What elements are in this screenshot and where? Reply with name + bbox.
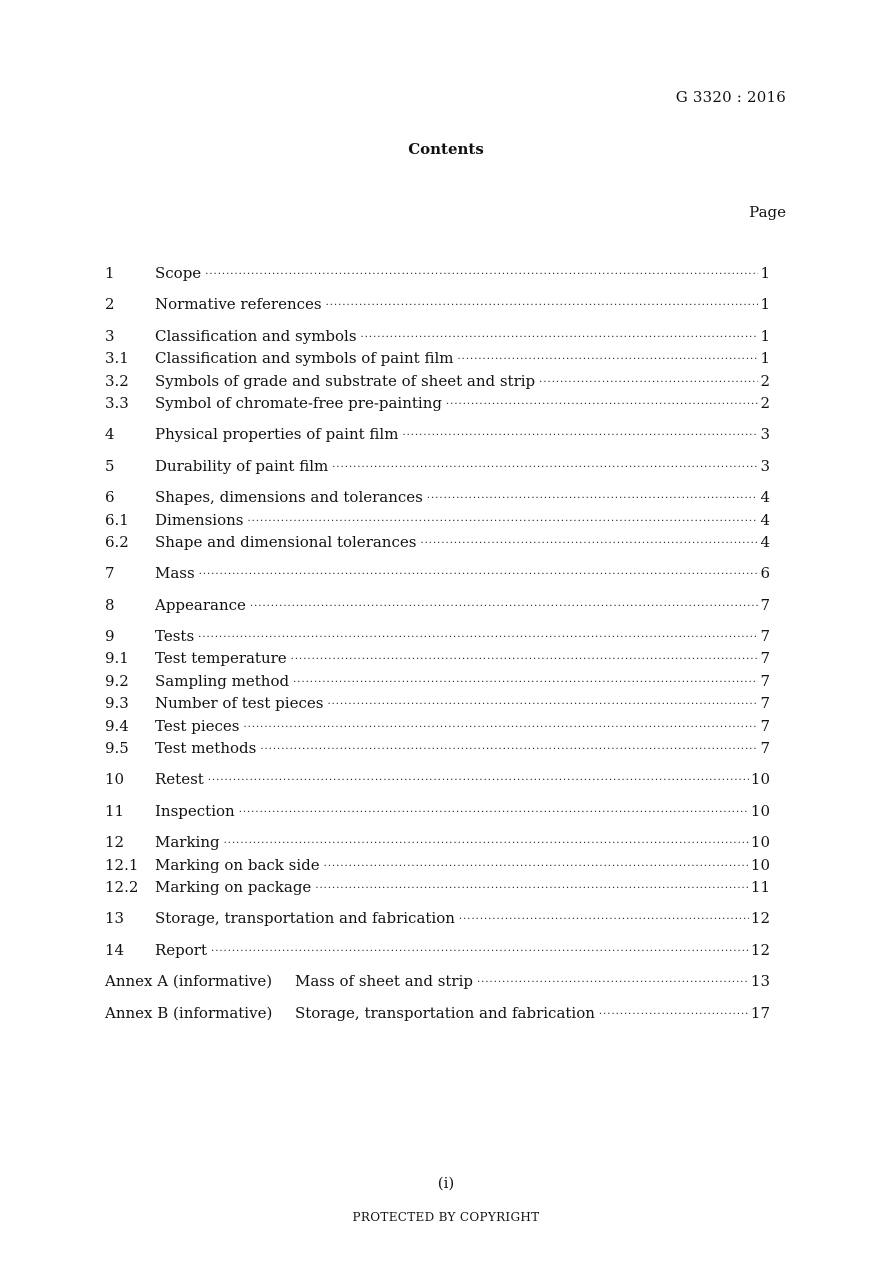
section-number: 3: [105, 326, 115, 345]
entry-title: Symbols of grade and substrate of sheet and strip: [155, 371, 536, 390]
toc-entry[interactable]: [105, 564, 770, 586]
toc-group: [105, 488, 770, 555]
table-of-contents: [105, 264, 770, 1035]
section-number: 5: [105, 456, 115, 475]
entry-title: Shapes, dimensions and tolerances: [155, 488, 423, 507]
section-number: 2: [105, 295, 115, 314]
dot-leader: [260, 744, 758, 755]
section-number: 12.2: [105, 877, 139, 896]
section-number: 9.5: [105, 739, 129, 758]
section-number: 9.2: [105, 671, 129, 690]
page-number: 10: [750, 833, 770, 852]
dot-leader: [420, 538, 758, 549]
dot-leader: [459, 914, 749, 925]
entry-title: Sampling method: [155, 671, 290, 690]
toc-group: [105, 327, 770, 417]
toc-entry[interactable]: [105, 941, 770, 963]
toc-entry[interactable]: [105, 878, 770, 900]
dot-leader: [239, 807, 749, 818]
dot-leader: [199, 569, 759, 580]
contents-title: Contents: [408, 140, 484, 158]
page-number: 4: [760, 488, 770, 507]
page-number: 1: [760, 349, 770, 368]
entry-title: Marking: [155, 833, 220, 852]
page-number: 2: [760, 371, 770, 390]
page-number: 2: [760, 393, 770, 412]
dot-leader: [332, 462, 758, 473]
page-number: 7: [760, 716, 770, 735]
toc-entry[interactable]: [105, 394, 770, 416]
toc-group: [105, 909, 770, 931]
toc-entry[interactable]: [105, 856, 770, 878]
section-number: 1: [105, 264, 115, 282]
toc-entry[interactable]: [105, 457, 770, 479]
entry-title: Mass: [155, 564, 195, 583]
page-number: 1: [760, 326, 770, 345]
page-number: 13: [750, 972, 770, 991]
page-number: 4: [760, 532, 770, 551]
entry-title: Symbol of chromate-free pre-painting: [155, 393, 442, 412]
toc-entry[interactable]: [105, 672, 770, 694]
toc-group: [105, 770, 770, 792]
section-number: 14: [105, 940, 125, 959]
entry-title: Marking on package: [155, 877, 312, 896]
section-number: 4: [105, 425, 115, 444]
copyright-notice: PROTECTED BY COPYRIGHT: [352, 1210, 540, 1224]
page-number: 10: [750, 770, 770, 789]
entry-title: Appearance: [155, 595, 246, 614]
entry-title: Physical properties of paint film: [155, 425, 399, 444]
page-number: 7: [760, 694, 770, 713]
page-number: 7: [760, 595, 770, 614]
dot-leader: [327, 699, 758, 710]
toc-group: [105, 457, 770, 479]
section-number: 9.4: [105, 716, 129, 735]
entry-title: Normative references: [155, 295, 322, 314]
toc-entry[interactable]: [105, 264, 770, 286]
dot-leader: [457, 354, 758, 365]
page-column-label: Page: [749, 203, 786, 221]
toc-group: [105, 802, 770, 824]
dot-leader: [324, 861, 749, 872]
page-number: 17: [750, 1003, 770, 1022]
page-number: 12: [750, 940, 770, 959]
toc-entry[interactable]: [105, 770, 770, 792]
entry-title: Marking on back side: [155, 855, 320, 874]
entry-title: Dimensions: [155, 510, 244, 529]
section-number: 9.1: [105, 649, 129, 668]
section-number: 9.3: [105, 694, 129, 713]
section-number: 6.1: [105, 510, 129, 529]
page-number: 3: [760, 425, 770, 444]
section-number: 12.1: [105, 855, 139, 874]
dot-leader: [208, 775, 749, 786]
page-number: 12: [750, 909, 770, 928]
annex-label: Annex A (informative): [105, 972, 273, 991]
entry-title: Tests: [155, 627, 195, 646]
section-number: 6: [105, 488, 115, 507]
dot-leader: [224, 838, 749, 849]
dot-leader: [402, 430, 758, 441]
toc-group: [105, 596, 770, 618]
toc-entry[interactable]: [105, 327, 770, 349]
dot-leader: [243, 722, 758, 733]
annex-group: [105, 972, 770, 994]
dot-leader: [361, 332, 759, 343]
dot-leader: [599, 1009, 749, 1020]
toc-entry[interactable]: [105, 627, 770, 649]
entry-title: Test methods: [155, 739, 257, 758]
entry-title: Report: [155, 940, 208, 959]
dot-leader: [250, 601, 759, 612]
section-number: 3.2: [105, 371, 129, 390]
dot-leader: [211, 946, 749, 957]
page-number: 7: [760, 671, 770, 690]
toc-entry[interactable]: [105, 295, 770, 317]
page-number: 7: [760, 627, 770, 646]
entry-title: Classification and symbols of paint film: [155, 349, 454, 368]
dot-leader: [539, 377, 758, 388]
toc-group: [105, 425, 770, 447]
toc-group: [105, 627, 770, 761]
page-number: 1: [760, 264, 770, 282]
entry-title: Test pieces: [155, 716, 240, 735]
footer-page-number: (i): [437, 1174, 455, 1192]
dot-leader: [205, 269, 758, 280]
dot-leader: [315, 883, 749, 894]
toc-group: [105, 564, 770, 586]
entry-title: Retest: [155, 770, 204, 789]
entry-title: Storage, transportation and fabrication: [155, 909, 455, 928]
toc-group: [105, 941, 770, 963]
entry-title: Scope: [155, 264, 202, 282]
dot-leader: [291, 654, 759, 665]
section-number: 3.1: [105, 349, 129, 368]
section-number: 10: [105, 770, 125, 789]
toc-entry[interactable]: [105, 372, 770, 394]
dot-leader: [293, 677, 758, 688]
dot-leader: [247, 516, 758, 527]
page-number: 6: [760, 564, 770, 583]
entry-title: Classification and symbols: [155, 326, 357, 345]
section-number: 12: [105, 833, 125, 852]
section-number: 8: [105, 595, 115, 614]
dot-leader: [427, 493, 759, 504]
page-number: 7: [760, 649, 770, 668]
page-number: 3: [760, 456, 770, 475]
toc-group: [105, 264, 770, 286]
toc-entry[interactable]: [105, 488, 770, 510]
document-id: G 3320 : 2016: [675, 88, 786, 106]
toc-group: [105, 295, 770, 317]
toc-group: [105, 833, 770, 900]
section-number: 9: [105, 627, 115, 646]
entry-title: Storage, transportation and fabrication: [295, 1003, 595, 1022]
section-number: 3.3: [105, 393, 129, 412]
toc-entry[interactable]: [105, 833, 770, 855]
toc-entry[interactable]: [105, 533, 770, 555]
entry-title: Mass of sheet and strip: [295, 972, 473, 991]
toc-entry[interactable]: [105, 694, 770, 716]
toc-entry[interactable]: [105, 349, 770, 371]
toc-entry[interactable]: [105, 425, 770, 447]
toc-entry[interactable]: [105, 909, 770, 931]
entry-title: Number of test pieces: [155, 694, 324, 713]
annex-group: [105, 1004, 770, 1026]
toc-entry[interactable]: [105, 717, 770, 739]
toc-entry[interactable]: [105, 649, 770, 671]
section-number: 6.2: [105, 532, 129, 551]
toc-entry[interactable]: [105, 739, 770, 761]
toc-entry[interactable]: [105, 802, 770, 824]
dot-leader: [446, 399, 758, 410]
page-number: 4: [760, 510, 770, 529]
entry-title: Inspection: [155, 801, 235, 820]
dot-leader: [477, 977, 749, 988]
section-number: 13: [105, 909, 125, 928]
annex-label: Annex B (informative): [105, 1003, 273, 1022]
dot-leader: [326, 300, 759, 311]
page-number: 7: [760, 739, 770, 758]
entry-title: Test temperature: [155, 649, 287, 668]
page-number: 10: [750, 855, 770, 874]
section-number: 7: [105, 564, 115, 583]
entry-title: Shape and dimensional tolerances: [155, 532, 417, 551]
page-number: 10: [750, 801, 770, 820]
section-number: 11: [105, 801, 125, 820]
dot-leader: [198, 632, 758, 643]
toc-entry[interactable]: [105, 596, 770, 618]
page-number: 11: [750, 877, 770, 896]
toc-entry[interactable]: [105, 511, 770, 533]
entry-title: Durability of paint film: [155, 456, 329, 475]
annex-entry[interactable]: [105, 1004, 770, 1026]
annex-entry[interactable]: [105, 972, 770, 994]
page-number: 1: [760, 295, 770, 314]
